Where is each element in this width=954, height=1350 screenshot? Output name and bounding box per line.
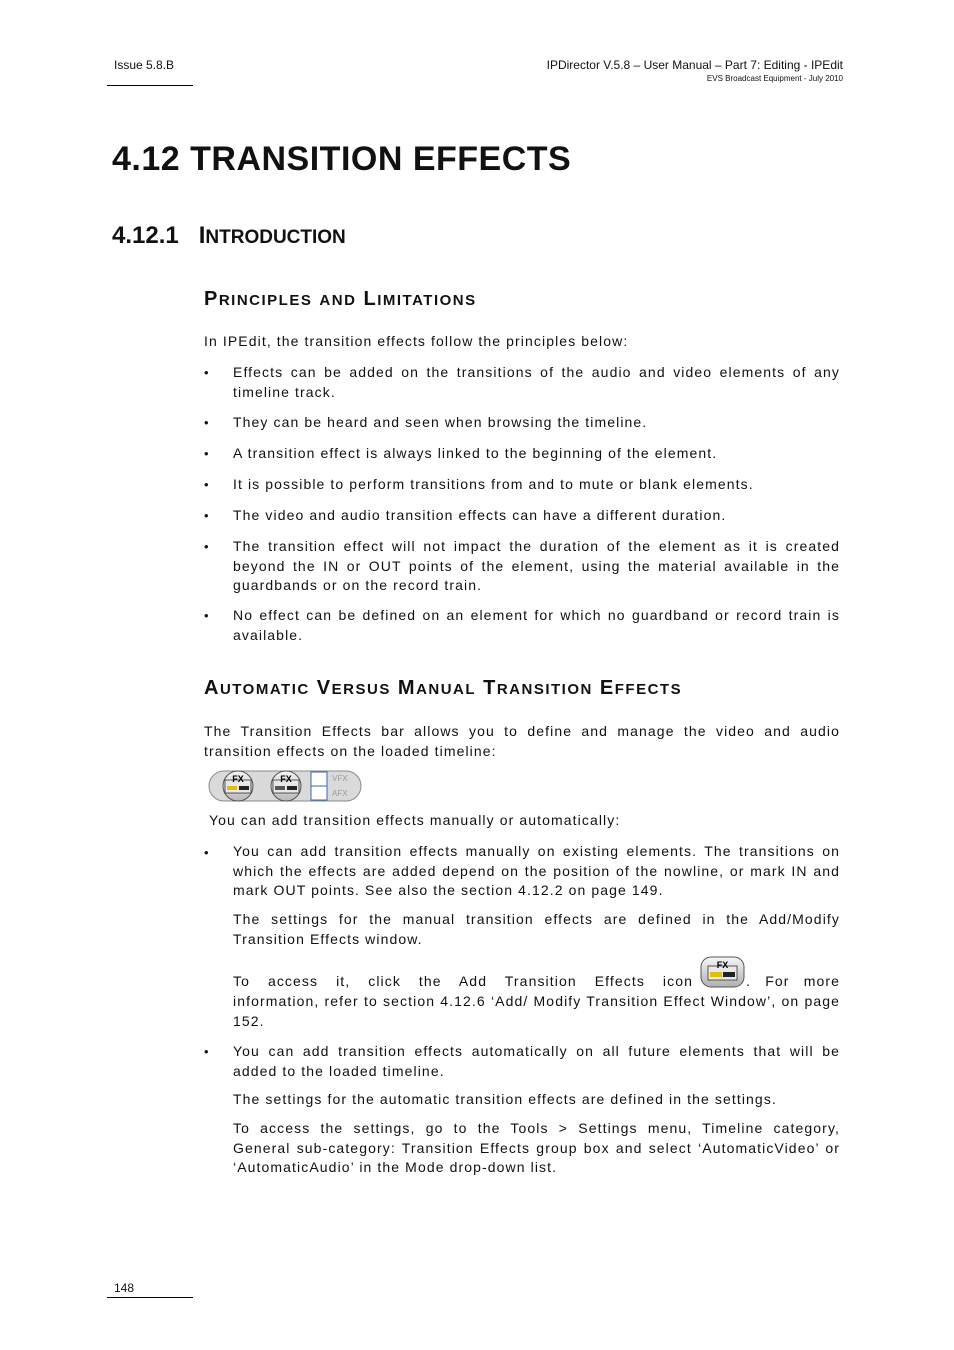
list-item: You can add transition effects automatically on all future elements that will be added to the loaded timeline. (233, 1043, 840, 1079)
auto-lead: You can add transition effects manually or automatically: (209, 812, 621, 828)
manual-access-ref: information, refer to section 4.12.6 ‘Add/ Modify Transition Effect Window’, on page 152. (233, 993, 840, 1029)
bullet-dot: • (204, 446, 209, 461)
principles-intro: In IPEdit, the transition effects follow the principles below: (204, 333, 629, 349)
section-heading: 4.12 TRANSITION EFFECTS (112, 140, 572, 178)
subsection-number: 4.12.1 (112, 222, 179, 249)
svg-text:FX: FX (232, 774, 244, 784)
bullet-dot: • (204, 477, 209, 492)
automatic-access-text: To access the settings, go to the Tools > Settings menu, Timeline category, General sub-category: Transition Effects group box and select ‘AutomaticVideo’ or ‘AutomaticAudio’ in the Mode drop-down list. (233, 1120, 840, 1175)
transition-effects-bar (208, 769, 362, 803)
manual-access-text: To access it, click the Add Transition Effects icon (233, 973, 693, 989)
list-item: The video and audio transition effects can have a different duration. (233, 507, 727, 523)
list-item: No effect can be defined on an element for which no guardband or record train is available. (233, 607, 840, 643)
list-item: They can be heard and seen when browsing the timeline. (233, 414, 648, 430)
footer-rule (107, 1297, 193, 1298)
publisher-date: EVS Broadcast Equipment - July 2010 (706, 74, 843, 83)
bullet-dot: • (204, 365, 209, 380)
svg-text:VFX: VFX (332, 774, 348, 783)
automatic-vs-manual-heading: AUTOMATIC VERSUS MANUAL TRANSITION EFFECTS (204, 677, 683, 699)
bullet-dot: • (204, 845, 209, 860)
bullet-dot: • (204, 508, 209, 523)
bullet-dot: • (204, 608, 209, 623)
manual-access-text-cont: . For more (746, 973, 840, 989)
auto-intro: The Transition Effects bar allows you to define and manage the video and audio transition effects on the loaded timeline: (204, 723, 840, 759)
bullet-dot: • (204, 539, 209, 554)
svg-text:FX: FX (716, 960, 729, 970)
list-item: It is possible to perform transitions from and to mute or blank elements. (233, 476, 754, 492)
bullet-dot: • (204, 1044, 209, 1059)
subsection-title-rest: NTRODUCTION (205, 227, 346, 248)
add-transition-effects-icon[interactable] (700, 956, 745, 988)
bullet-dot: • (204, 415, 209, 430)
page-number: 148 (114, 1281, 135, 1295)
automatic-settings-text: The settings for the automatic transition effects are defined in the settings. (233, 1091, 777, 1107)
issue-label: Issue 5.8.B (114, 58, 175, 72)
svg-text:AFX: AFX (332, 789, 348, 798)
list-item: You can add transition effects manually on existing elements. The transitions on which the effects are added depend on the position of the nowline, or mark IN and mark OUT points. See also the section 4.12.2 on page 149. (233, 843, 840, 898)
subsection-heading (112, 222, 346, 250)
manual-title: IPDirector V.5.8 – User Manual – Part 7: Editing - IPEdit (546, 58, 843, 72)
running-header (547, 58, 843, 84)
svg-text:FX: FX (280, 774, 292, 784)
list-item: The transition effect will not impact the duration of the element as it is created beyond the IN or OUT points of the element, using the material available in the guardbands or on the record train. (233, 538, 840, 593)
list-item: Effects can be added on the transitions of the audio and video elements of any timeline track. (233, 364, 840, 400)
subsection-title-initial: I (198, 222, 206, 249)
manual-settings-text: The settings for the manual transition effects are defined in the Add/Modify Transition Effects window. (233, 911, 840, 947)
modify-transition-effect-icon[interactable] (271, 771, 301, 801)
list-item: A transition effect is always linked to the beginning of the element. (233, 445, 718, 461)
header-rule (107, 85, 193, 86)
principles-heading: PRINCIPLES AND LIMITATIONS (204, 288, 477, 310)
add-transition-effect-icon[interactable] (223, 771, 253, 801)
